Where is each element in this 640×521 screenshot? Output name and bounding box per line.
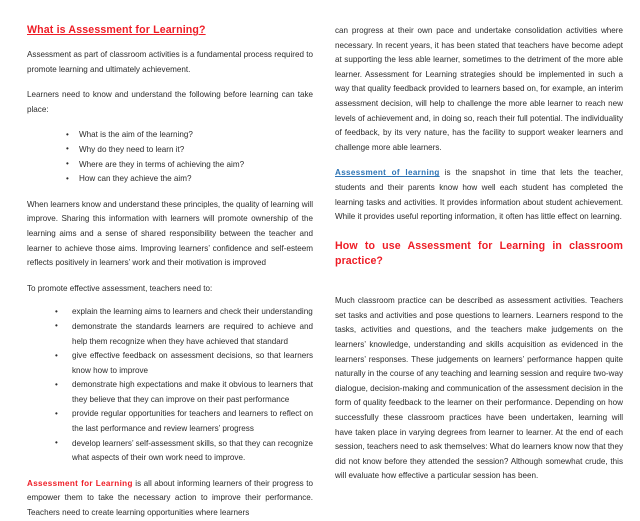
continuation-paragraph: can progress at their own pace and undertake consolidation activities where necessary. In recent years, it has been stated that teachers have become adept at supporting the less able learner, sometimes to the detriment of the more able learner. Assessment for Learning strategies should be implemented in such a way that quality feedback provided to learners based on, for example, an interim assessment decision, will help to challenge the more able learner to reach new levels of achievement and, in doing so, reach their full potential. The individuality of feedback, by its very nature, has the facility to support weaker learners and challenge more able learners.: [335, 26, 623, 152]
list-item: • Why do they need to learn it?: [66, 143, 313, 158]
learner-questions-list: [27, 128, 313, 186]
list-item: • What is the aim of the learning?: [66, 128, 313, 143]
list-item: • How can they achieve the aim?: [66, 172, 313, 187]
assessment-of-learning-link[interactable]: Assessment of learning: [335, 168, 440, 178]
two-column-layout: [0, 24, 640, 521]
teachers-need-to-intro: To promote effective assessment, teachers need to:: [27, 283, 213, 293]
assessment-of-learning-body: is the snapshot in time that lets the teacher, students and their parents know how well each student has completed the learning tasks and activities. It provides information about student achievement. While it provides useful reporting information, it often has little effect on learning.: [335, 168, 623, 222]
assessment-for-learning-emphasis: Assessment for Learning: [27, 478, 133, 488]
assessment-for-learning-body: is all about informing learners of their progress to empower them to take the necessary action to improve their performance. Teachers need to create learning opportunities where learners: [27, 478, 313, 518]
assessment-of-learning-paragraph: [335, 166, 623, 224]
list-item: • develop learners’ self-assessment skills, so that they can recognize what aspects of their own work need to improve.: [55, 437, 313, 466]
classroom-practice-paragraph: Much classroom practice can be described as assessment activities. Teachers set tasks and activities and pose questions to learners. Learners respond to the tasks, activities and questions, and the teachers make judgements on the learners’ knowledge, understanding and skills acquisition as evidenced in the learners’ responses. These judgements on learners’ performance happen quite naturally in the course of any teaching and learning session and require two-way dialogue, decision-making and communication of the assessment decision in the form of quality feedback to the learner on their performance. Depending on how successfully these classroom practices have been undertaken, learning will have taken place in varying degrees from learner to learner. At the end of each session, teachers need to ask themselves: What do learners know now that they did not know before they attended the session? Although somewhat crude, this will evaluate how effective a particular session has been.: [335, 296, 623, 481]
list-item: • demonstrate the standards learners are required to achieve and help them recognize when they have achieved that standard: [55, 320, 313, 349]
principles-paragraph: When learners know and understand these principles, the quality of learning will improve. Sharing this information with learners will promote ownership of the learning aims and a sense of shared responsibility between the teacher and learner to achieve those aims. Improving learners’ confidence and self-esteem reflects positively in learners’ work and their motivation is improved: [27, 199, 313, 268]
list-item: • demonstrate high expectations and make it obvious to learners that they believe that they can improve on their past performance: [55, 378, 313, 407]
right-column: [335, 24, 623, 521]
list-item: • provide regular opportunities for teachers and learners to reflect on the last performance and review learners’ progress: [55, 407, 313, 436]
section-heading-classroom-practice: How to use Assessment for Learning in classroom practice?: [335, 239, 623, 268]
list-item: • Where are they in terms of achieving the aim?: [66, 158, 313, 173]
list-item: • give effective feedback on assessment decisions, so that learners know how to improve: [55, 349, 313, 378]
teacher-actions-list: [27, 305, 313, 466]
prerequisites-intro-paragraph: Learners need to know and understand the following before learning can take place:: [27, 90, 313, 114]
left-column: [27, 24, 313, 521]
page-title: What is Assessment for Learning?: [27, 24, 206, 36]
list-item: • explain the learning aims to learners and check their understanding: [55, 305, 313, 320]
intro-paragraph: Assessment as part of classroom activities is a fundamental process required to promote learning and ultimately achievement.: [27, 50, 313, 74]
assessment-for-learning-paragraph: [27, 477, 313, 521]
